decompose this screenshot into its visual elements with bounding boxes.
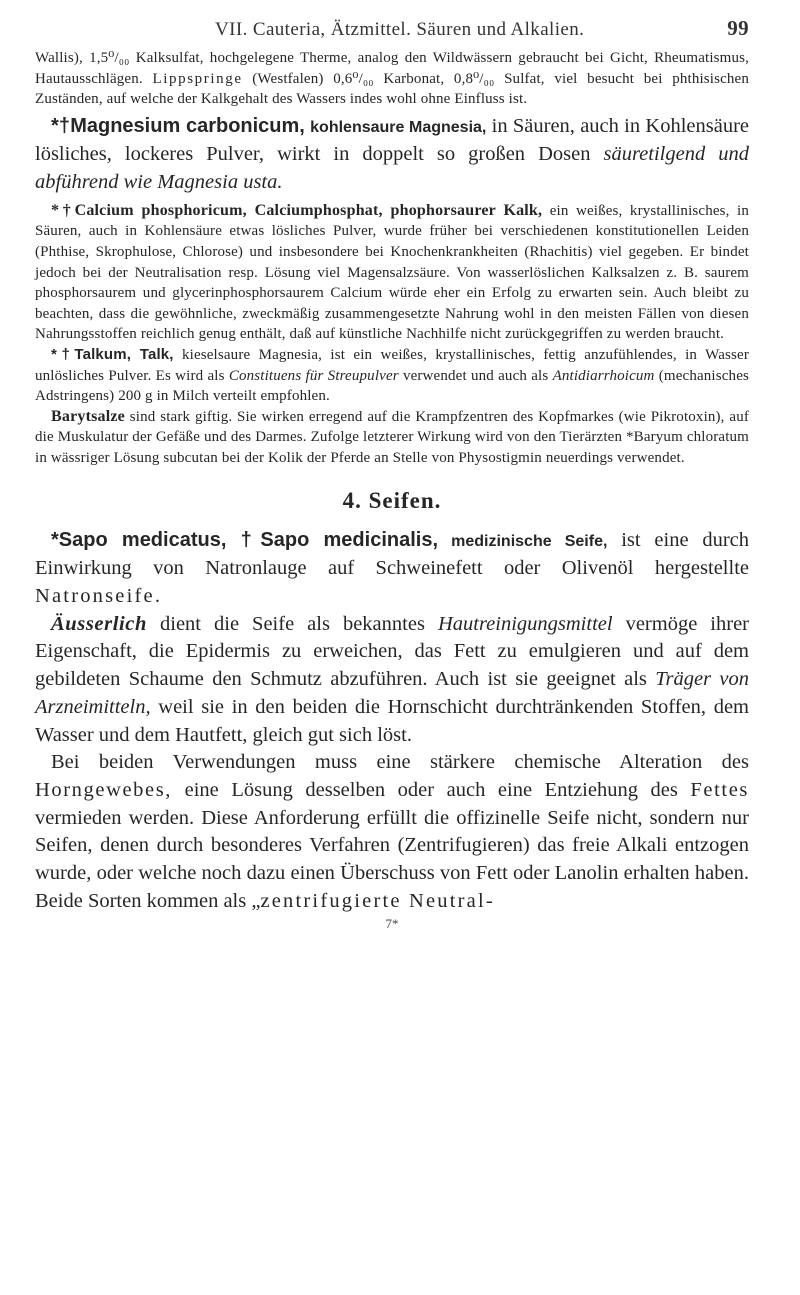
signature-mark: 7* (385, 916, 399, 932)
paragraph-wallis: Wallis), 1,5⁰/₀₀ Kalksulfat, hochgelegene Therme, analog den Wildwässern gebraucht bei Gicht, Rheumatismus, Hautausschlägen. Lippspringe (Westfalen) 0,6⁰/₀₀ Karbonat, 0,8⁰/₀₀ Sulfat, viel besucht bei phthisischen Zuständen, auf welche der Kalkgehalt des Wassers indes wohl ohne Einfluss ist. (35, 50, 749, 108)
lemma-german: medizinische Seife, (438, 532, 608, 550)
paragraph-bei-beiden: Bei beiden Verwendungen muss eine stärkere chemische Alteration des Horngewebes, eine Lösung desselben oder auch eine Entziehung des Fettes vermieden werden. Diese Anforderung erfüllt die offizinelle Seife nicht, sondern nur Seifen, denen durch besonderes Verfahren (Zentrifugieren) das freie Alkali entzogen wurde, oder welche noch dazu einen Überschuss von Fett oder Lanolin erhalten haben. Beide Sorten kommen als „zentrifugierte Neutral- (35, 751, 749, 912)
lemma-calcium-phosphoricum: *†Calcium phosphoricum, Calciumphosphat, phophorsaurer Kalk, (51, 201, 543, 219)
paragraph-calcium-phosphoricum: *†Calcium phosphoricum, Calciumphosphat, phophorsaurer Kalk, ein weißes, krystallinisches, in Säuren, auch in Kohlensäure etwas lösliches Pulver, wurde früher bei verschiedenen konstitutionellen Leiden (Phthise, Skrophulose, Chlorose) und insbesondere bei Knochenkrankheiten (Rhachitis) viel gegeben. Er bindet jedoch bei der Neutralisation resp. Lösung viel Magensalzsäure. Von wasserlöslichen Kalksalzen z. B. saurem phosphorsaurem und glycerinphosphorsaurem Calcium würde eher ein Erfolg zu erwarten sein. Auch bleibt zu beachten, dass die gewöhnliche, zweckmäßig zusammengesetzte Nahrung wohl in den meisten Fällen von diesen Nahrungsstoffen reichlich genug enthält, daß auf künstliche Nachhilfe nicht zurückgegriffen zu werden braucht. (35, 201, 749, 343)
book-page (35, 8, 749, 931)
lemma-barytsalze: Barytsalze (51, 407, 125, 425)
paragraph-talkum: *†Talkum, Talk, kieselsaure Magnesia, ist ein weißes, krystallinisches, fettig anzufühlendes, in Wasser unlösliches Pulver. Es wird als Constituens für Streupulver verwendet und auch als Antidiarrhoicum (mechanisches Adstringens) 200 g in Milch verteilt empfohlen. (35, 346, 749, 405)
lemma-talkum: *†Talkum, Talk, (51, 346, 174, 364)
paragraph-sapo-medicatus: *Sapo medicatus, †Sapo medicinalis, medizinische Seife, ist eine durch Einwirkung von Natronlauge auf Schweinefett oder Olivenöl hergestellte Natronseife. (35, 528, 750, 608)
running-head-title: VII. Cauteria, Ätzmittel. Säuren und Alkalien. (215, 19, 585, 40)
page-number: 99 (727, 16, 749, 40)
section-heading-seifen: 4. Seifen. (342, 487, 442, 513)
running-head (35, 8, 749, 48)
lemma-german: kohlensaure Magnesia, (310, 118, 487, 136)
paragraph-magnesium-carbonicum: *†Magnesium carbonicum, kohlensaure Magnesia, in Säuren, auch in Kohlensäure lösliches, lockeres Pulver, wirkt in doppelt so großen Dosen säuretilgend und abführend wie Magnesia usta. (35, 114, 750, 194)
paragraph-barytsalze: Barytsalze sind stark giftig. Sie wirken erregend auf die Krampfzentren des Kopfmarkes (wie Pikrotoxin), auf die Muskulatur der Gefäße und des Darmes. Zufolge letzterer Wirkung wird von den Tierärzten *Baryum chloratum in wässriger Lösung subcutan bei der Kolik der Pferde an Stelle von Physostigmin neuerdings verwendet. (35, 407, 749, 467)
paragraph-ausserlich: Äusserlich dient die Seife als bekanntes Hautreinigungsmittel vermöge ihrer Eigenschaft, die Epidermis zu erweichen, das Fett zu emulgieren und auf dem gebildeten Schaume den Schmutz abzuführen. Auch ist sie geeignet als Träger von Arzneimitteln, weil sie in den beiden die Hornschicht durchtränkenden Stoffen, dem Wasser und dem Hautfett, gleich gut sich löst. (35, 612, 749, 746)
lemma-sapo-medicatus: *Sapo medicatus, (51, 528, 227, 551)
lemma-magnesium-carbonicum: Magnesium carbonicum, (70, 114, 305, 137)
place-lippspringe: Lippspringe (152, 70, 243, 87)
pharmacopoeia-marker: *† (51, 114, 71, 137)
lemma-sapo-medicinalis: †Sapo medicinalis, (226, 528, 439, 551)
